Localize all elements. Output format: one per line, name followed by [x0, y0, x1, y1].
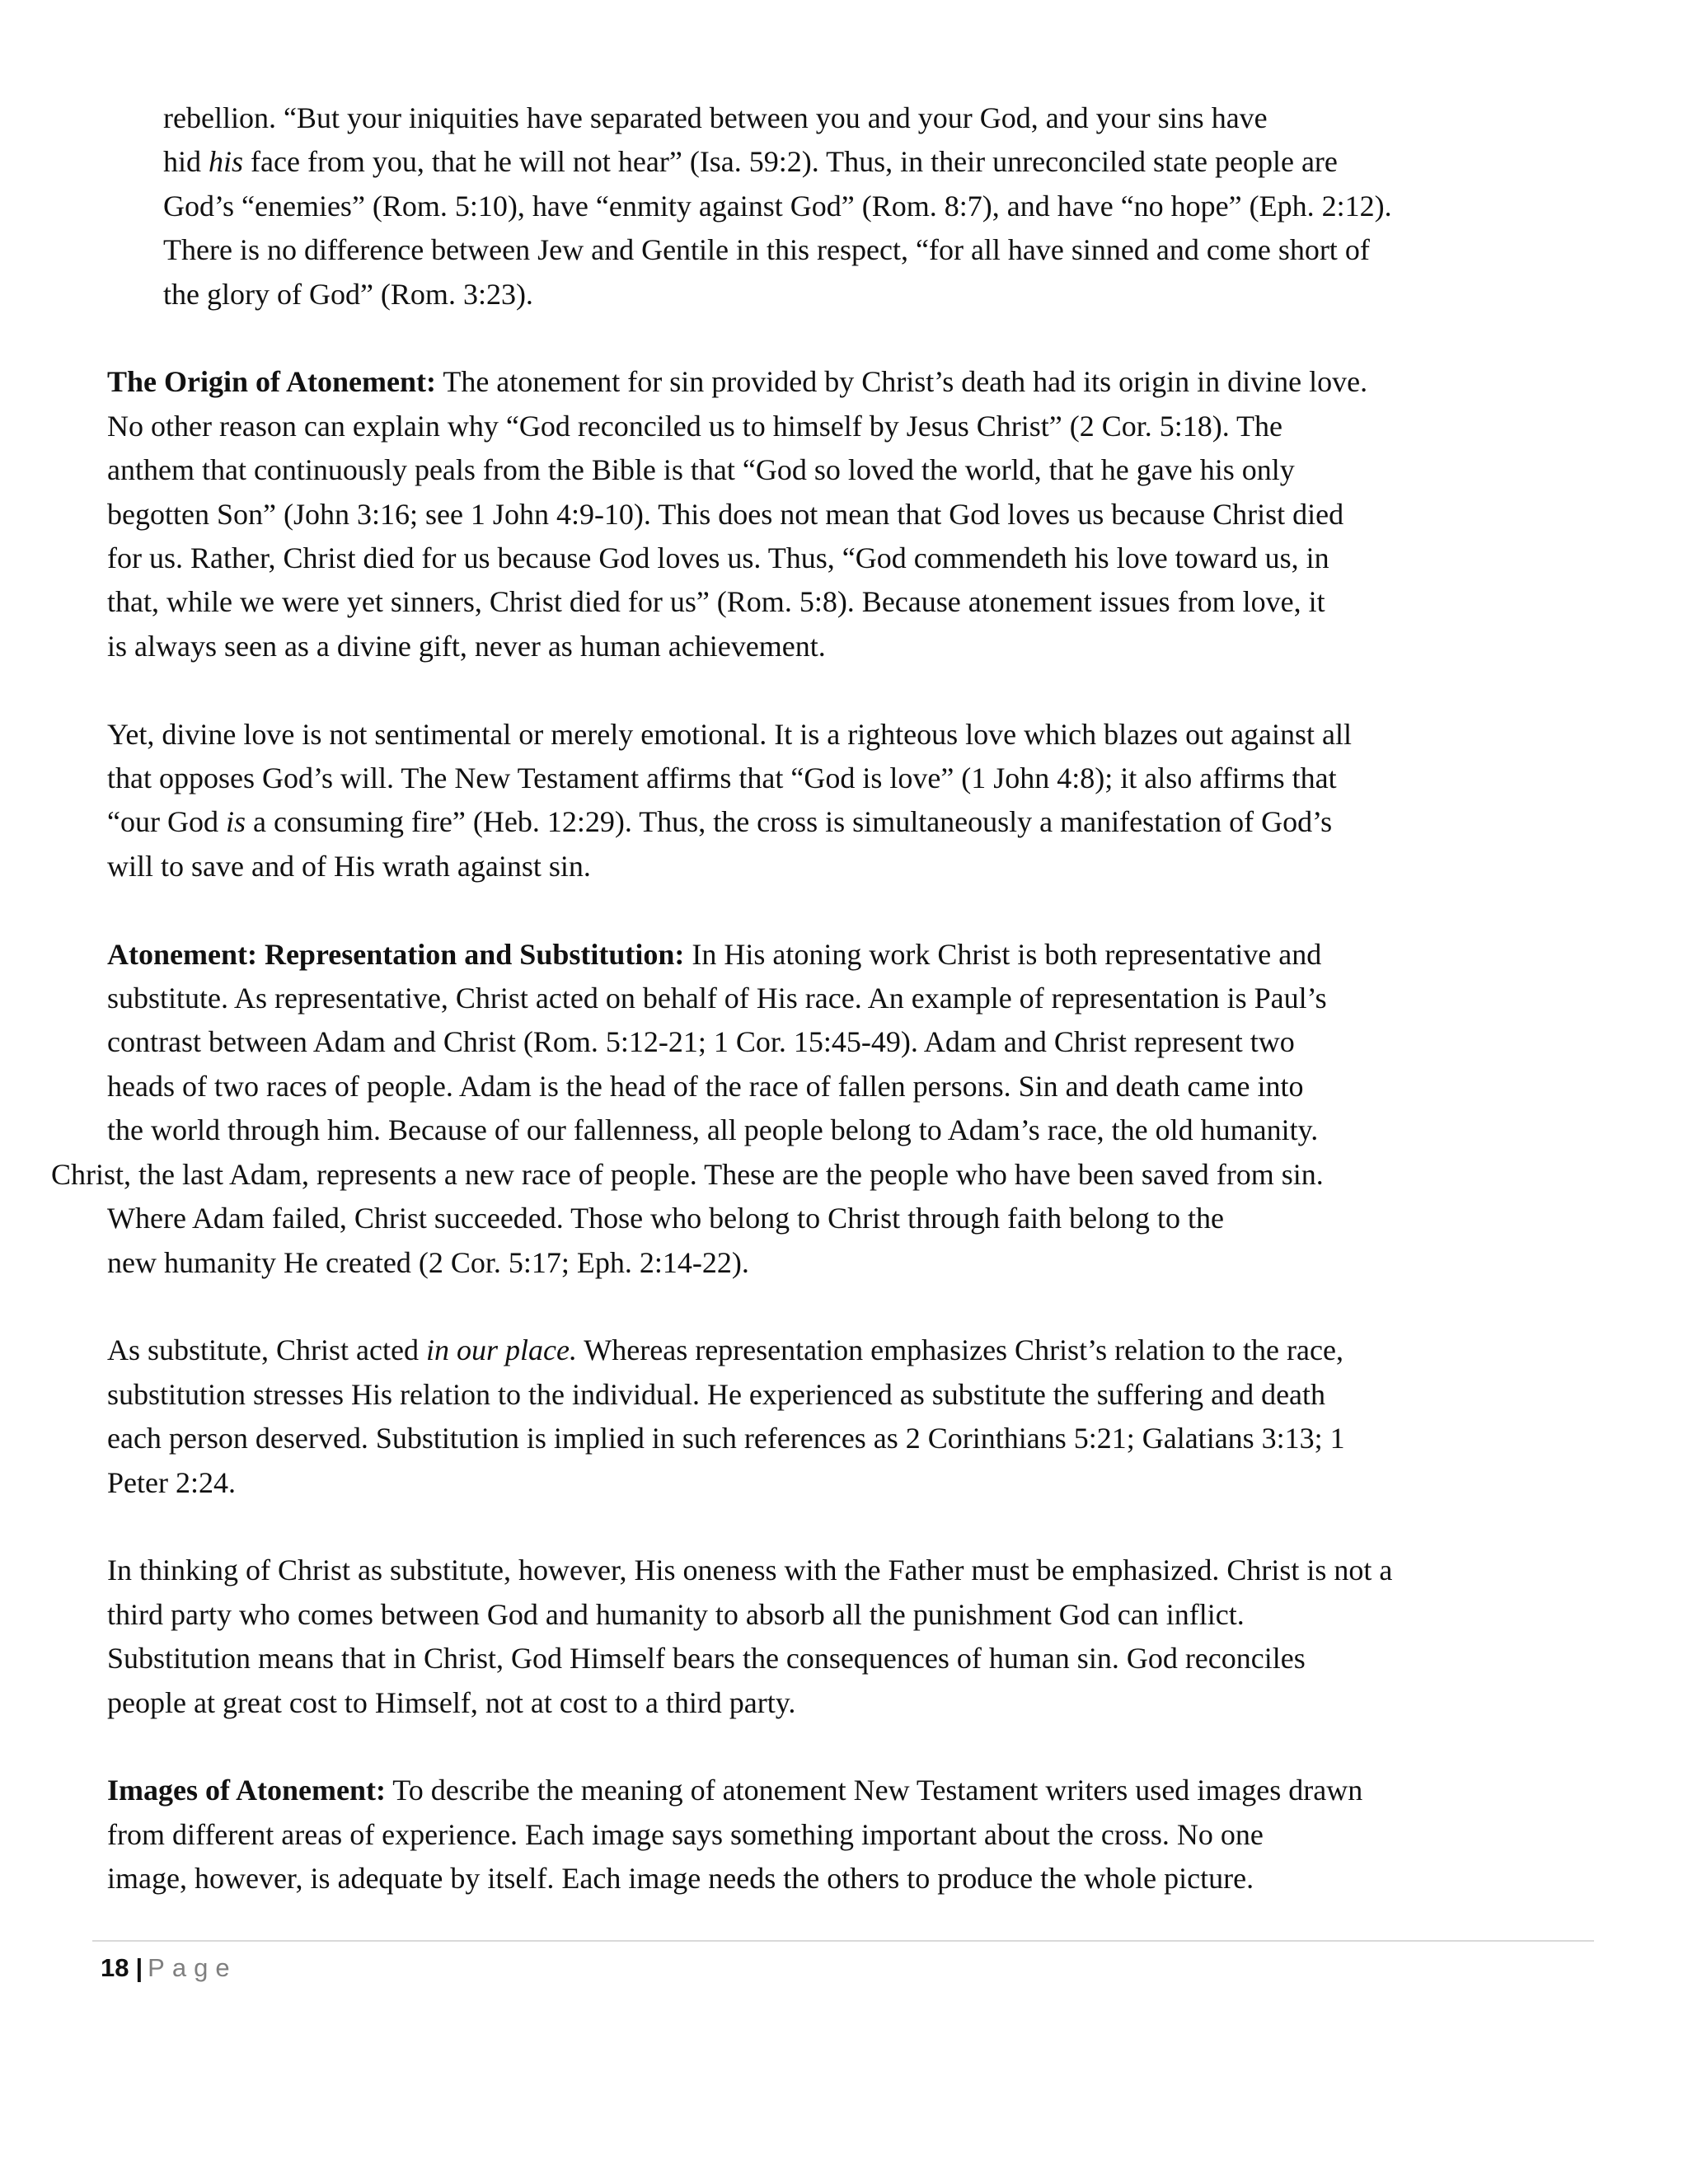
page-number: 18	[101, 1953, 129, 1982]
section-heading: Images of Atonement:	[107, 1774, 386, 1807]
body-paragraph	[107, 96, 1525, 316]
section-paragraph	[51, 933, 1525, 1285]
italic-text: in our place.	[425, 1333, 577, 1367]
line-text: for us. Rather, Christ died for us because God loves us. Thus, “God commendeth his love toward us, in	[107, 541, 1329, 575]
text-line	[107, 537, 1525, 580]
text-line	[107, 625, 1525, 668]
section-heading: The Origin of Atonement:	[107, 365, 436, 399]
text-line	[107, 845, 1525, 888]
line-text: hid	[163, 145, 209, 179]
line-text: that opposes God’s will. The New Testament affirms that “God is love” (1 John 4:8); it also affirms that	[107, 762, 1337, 795]
line-text: the glory of God” (Rom. 3:23).	[163, 277, 533, 311]
line-text: is always seen as a divine gift, never as human achievement.	[107, 629, 826, 663]
line-text: Christ, the last Adam, represents a new race of people. These are the people who have been saved from sin.	[51, 1157, 1324, 1191]
text-line	[163, 273, 1525, 316]
text-line	[107, 1373, 1525, 1417]
line-text: No other reason can explain why “God reconciled us to himself by Jesus Christ” (2 Cor. 5:18). The	[107, 409, 1283, 443]
text-line	[107, 1769, 1525, 1812]
line-text: from different areas of experience. Each image says something important about the cross. No one	[107, 1817, 1264, 1851]
line-text: anthem that continuously peals from the Bible is that “God so loved the world, that he gave his only	[107, 453, 1295, 487]
line-text: The atonement for sin provided by Christ’s death had its origin in divine love.	[435, 365, 1368, 399]
text-line	[107, 1857, 1525, 1900]
line-text: Where Adam failed, Christ succeeded. Those who belong to Christ through faith belong to the	[107, 1202, 1225, 1235]
document-body	[51, 96, 1525, 1945]
italic-text: his	[209, 145, 244, 179]
line-text: In His atoning work Christ is both representative and	[684, 937, 1322, 971]
line-text: “our God	[107, 805, 226, 839]
section-paragraph	[107, 1769, 1525, 1900]
text-line	[51, 1153, 1525, 1197]
line-text: Substitution means that in Christ, God Himself bears the consequences of human sin. God reconciles	[107, 1642, 1306, 1675]
line-text: each person deserved. Substitution is implied in such references as 2 Corinthians 5:21; Galatians 3:13; 1	[107, 1422, 1345, 1455]
section-heading: Atonement: Representation and Substitution:	[107, 937, 685, 971]
text-line	[107, 977, 1525, 1020]
line-text: Yet, divine love is not sentimental or merely emotional. It is a righteous love which blazes out against all	[107, 717, 1353, 751]
text-line	[107, 405, 1525, 448]
text-line	[163, 228, 1525, 272]
text-line	[107, 1637, 1525, 1680]
text-line	[107, 713, 1525, 757]
text-line	[107, 493, 1525, 537]
line-text: heads of two races of people. Adam is the head of the race of fallen persons. Sin and death came into	[107, 1069, 1304, 1103]
text-line	[107, 933, 1525, 977]
line-text: There is no difference between Jew and Gentile in this respect, “for all have sinned and come short of	[163, 233, 1370, 267]
body-paragraph	[107, 1329, 1525, 1505]
body-paragraph	[107, 713, 1525, 889]
line-text: substitution stresses His relation to the individual. He experienced as substitute the suffering and death	[107, 1377, 1326, 1411]
line-text: To describe the meaning of atonement New Testament writers used images drawn	[385, 1774, 1363, 1807]
text-line	[107, 800, 1525, 844]
text-line	[163, 185, 1525, 228]
line-text: new humanity He created (2 Cor. 5:17; Eph. 2:14-22).	[107, 1245, 749, 1279]
line-text: the world through him. Because of our fallenness, all people belong to Adam’s race, the old humanity.	[107, 1113, 1319, 1147]
line-text: rebellion. “But your iniquities have separated between you and your God, and your sins have	[163, 101, 1268, 134]
text-line	[107, 1197, 1525, 1240]
page-footer	[101, 1952, 237, 1985]
text-line	[107, 1681, 1525, 1725]
line-text: third party who comes between God and humanity to absorb all the punishment God can inflict.	[107, 1597, 1245, 1631]
text-line	[107, 1593, 1525, 1637]
line-text: Peter 2:24.	[107, 1465, 236, 1499]
section-paragraph	[107, 360, 1525, 668]
text-line	[107, 360, 1525, 404]
text-line	[107, 1813, 1525, 1857]
line-text: In thinking of Christ as substitute, however, His oneness with the Father must be emphasized. Christ is not a	[107, 1554, 1393, 1587]
line-text: As substitute, Christ acted	[107, 1333, 426, 1367]
line-text: contrast between Adam and Christ (Rom. 5:12-21; 1 Cor. 15:45-49). Adam and Christ represent two	[107, 1025, 1295, 1059]
text-line	[107, 1461, 1525, 1505]
text-line	[107, 1065, 1525, 1108]
text-line	[107, 1241, 1525, 1285]
text-line	[107, 1417, 1525, 1460]
text-line	[163, 140, 1525, 184]
line-text: that, while we were yet sinners, Christ died for us” (Rom. 5:8). Because atonement issues from love, it	[107, 585, 1325, 619]
line-text: face from you, that he will not hear” (Isa. 59:2). Thus, in their unreconciled state people are	[243, 145, 1338, 179]
text-line	[107, 1549, 1525, 1592]
line-text: God’s “enemies” (Rom. 5:10), have “enmity against God” (Rom. 8:7), and have “no hope” (Eph. 2:12).	[163, 189, 1392, 223]
line-text: Whereas representation emphasizes Christ’s relation to the race,	[576, 1333, 1343, 1367]
text-line	[107, 1108, 1525, 1152]
footer-separator: |	[135, 1953, 143, 1982]
line-text: substitute. As representative, Christ acted on behalf of His race. An example of representation is Paul’s	[107, 982, 1327, 1015]
text-line	[107, 580, 1525, 624]
line-text: people at great cost to Himself, not at cost to a third party.	[107, 1685, 796, 1719]
page-label: Page	[148, 1953, 237, 1982]
body-paragraph	[107, 1549, 1525, 1725]
text-line	[107, 1329, 1525, 1372]
text-line	[107, 757, 1525, 800]
line-text: a consuming fire” (Heb. 12:29). Thus, the cross is simultaneously a manifestation of God’s	[245, 805, 1333, 839]
text-line	[163, 96, 1525, 140]
text-line	[107, 448, 1525, 492]
italic-text: is	[225, 805, 246, 839]
line-text: will to save and of His wrath against sin.	[107, 849, 591, 883]
footer-divider	[92, 1940, 1594, 1942]
line-text: image, however, is adequate by itself. Each image needs the others to produce the whole picture.	[107, 1862, 1254, 1896]
text-line	[107, 1020, 1525, 1064]
line-text: begotten Son” (John 3:16; see 1 John 4:9-10). This does not mean that God loves us because Christ died	[107, 497, 1344, 531]
